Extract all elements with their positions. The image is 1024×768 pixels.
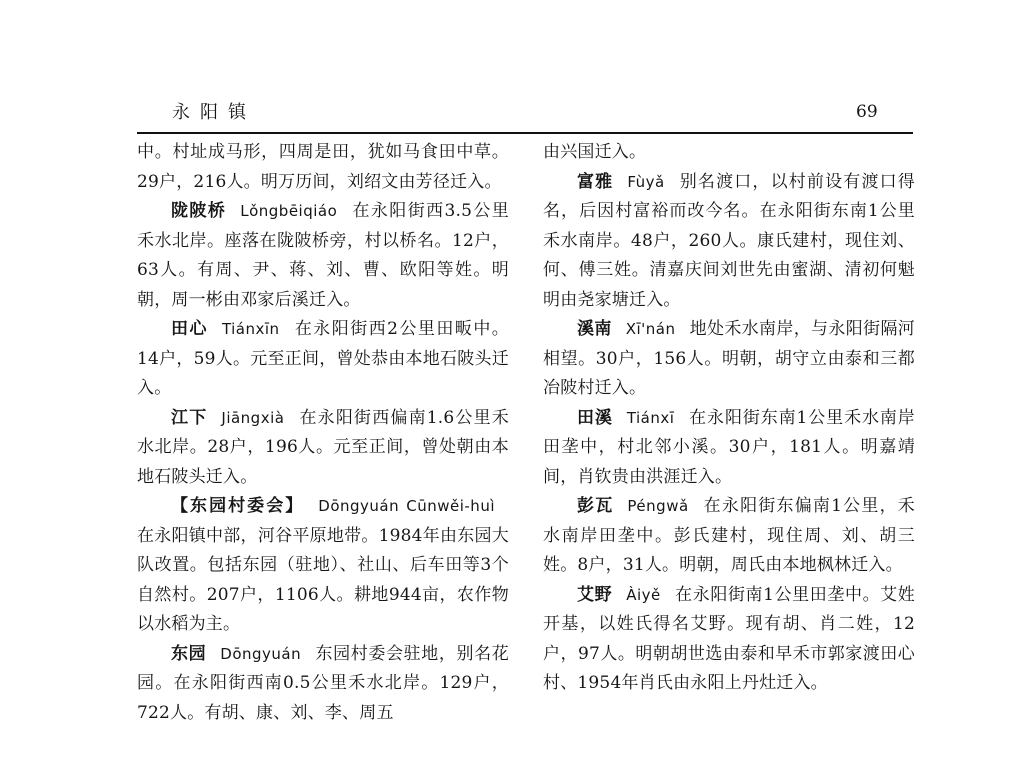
village-committee-entry xyxy=(137,492,509,640)
right-column xyxy=(543,138,915,699)
place-pinyin: Àiyě xyxy=(626,585,661,604)
place-entry xyxy=(543,492,915,581)
place-pinyin: Dōngyuán Cūnwěi-huì xyxy=(318,497,495,515)
place-pinyin: Péngwǎ xyxy=(627,497,689,515)
page-header xyxy=(0,0,1024,140)
place-description: 别名渡口，以村前设有渡口得名，后因村富裕而改今名。在永阳街东南1公里禾水南岸。48户，260人。康氏建村，现住刘、何、傅三姓。清嘉庆间刘世先由蜜湖、清初何魁明由尧家塘迁入。 xyxy=(543,171,915,310)
place-description: 在永阳镇中部，河谷平原地带。1984年由东园大队改置。包括东园（驻地）、社山、后车田等3个自然村。207户，1106人。耕地944亩，农作物以水稻为主。 xyxy=(137,525,509,634)
place-name: 田溪 xyxy=(577,407,613,428)
place-entry xyxy=(137,315,509,404)
place-name: 溪南 xyxy=(577,319,612,339)
place-description: 东园村委会驻地，别名花园。在永阳街西南0.5公里禾水北岸。129户，722人。有胡、康、刘、李、周五 xyxy=(137,643,510,723)
left-column xyxy=(137,138,509,728)
place-pinyin: Tiánxīn xyxy=(221,320,280,338)
place-name: 田心 xyxy=(171,319,208,339)
place-pinyin: Tiánxī xyxy=(626,408,675,427)
place-description: 地处禾水南岸，与永阳街隔河相望。30户，156人。明朝，胡守立由泰和三都冶陂村迁入。 xyxy=(543,319,915,398)
place-entry xyxy=(543,315,915,404)
place-entry xyxy=(137,404,509,493)
place-pinyin: Xī'nán xyxy=(625,320,676,338)
running-title: 永阳镇 xyxy=(172,102,256,123)
village-committee-name: 【东园村委会】 xyxy=(171,496,305,516)
place-entry xyxy=(543,168,915,316)
page-number: 69 xyxy=(856,102,878,122)
place-description: 在永阳街西偏南1.6公里禾水北岸。28户，196人。元至正间，曾处朝由本地石陂头迁入。 xyxy=(137,407,509,487)
continuation-text: 中。村址成马形，四周是田，犹如马食田中草。29户，216人。明万历间，刘绍文由芳径迁入。 xyxy=(137,142,509,192)
place-name: 江下 xyxy=(171,407,208,428)
place-entry xyxy=(543,581,915,699)
header-rule xyxy=(137,132,913,134)
place-description: 在永阳街南1公里田垄中。艾姓开基，以姓氏得名艾野。现有胡、肖二姓，12户，97人。明朝胡世选由泰和早禾市郭家渡田心村、1954年肖氏由永阳上丹灶迁入。 xyxy=(543,584,915,693)
place-name: 艾野 xyxy=(577,584,613,605)
place-pinyin: Jiāngxià xyxy=(221,408,285,427)
place-entry xyxy=(137,197,509,315)
place-description: 在永阳街东偏南1公里，禾水南岸田垄中。彭氏建村，现住周、刘、胡三姓。8户，31人。明朝，周氏由本地枫林迁入。 xyxy=(543,496,915,575)
place-entry xyxy=(543,404,915,493)
place-entry xyxy=(137,640,509,729)
place-name: 东园 xyxy=(171,643,207,664)
place-name: 彭瓦 xyxy=(577,496,614,516)
place-pinyin: Fùyǎ xyxy=(627,172,665,191)
place-pinyin: Lǒngbēiqiáo xyxy=(240,202,338,220)
place-name: 富雅 xyxy=(577,171,614,192)
place-description: 在永阳街东南1公里禾水南岸田垄中，村北邻小溪。30户，181人。明嘉靖间，肖钦贵由洪涯迁入。 xyxy=(543,407,915,487)
place-description: 在永阳街西3.5公里禾水北岸。座落在陇陂桥旁，村以桥名。12户，63人。有周、尹、蒋、刘、曹、欧阳等姓。明朝，周一彬由邓家后溪迁入。 xyxy=(137,201,509,310)
place-description: 在永阳街西2公里田畈中。14户，59人。元至正间，曾处恭由本地石陂头迁入。 xyxy=(137,319,509,398)
place-name: 陇陂桥 xyxy=(171,201,227,221)
continuation-text: 由兴国迁入。 xyxy=(543,142,647,162)
place-pinyin: Dōngyuán xyxy=(220,644,302,663)
